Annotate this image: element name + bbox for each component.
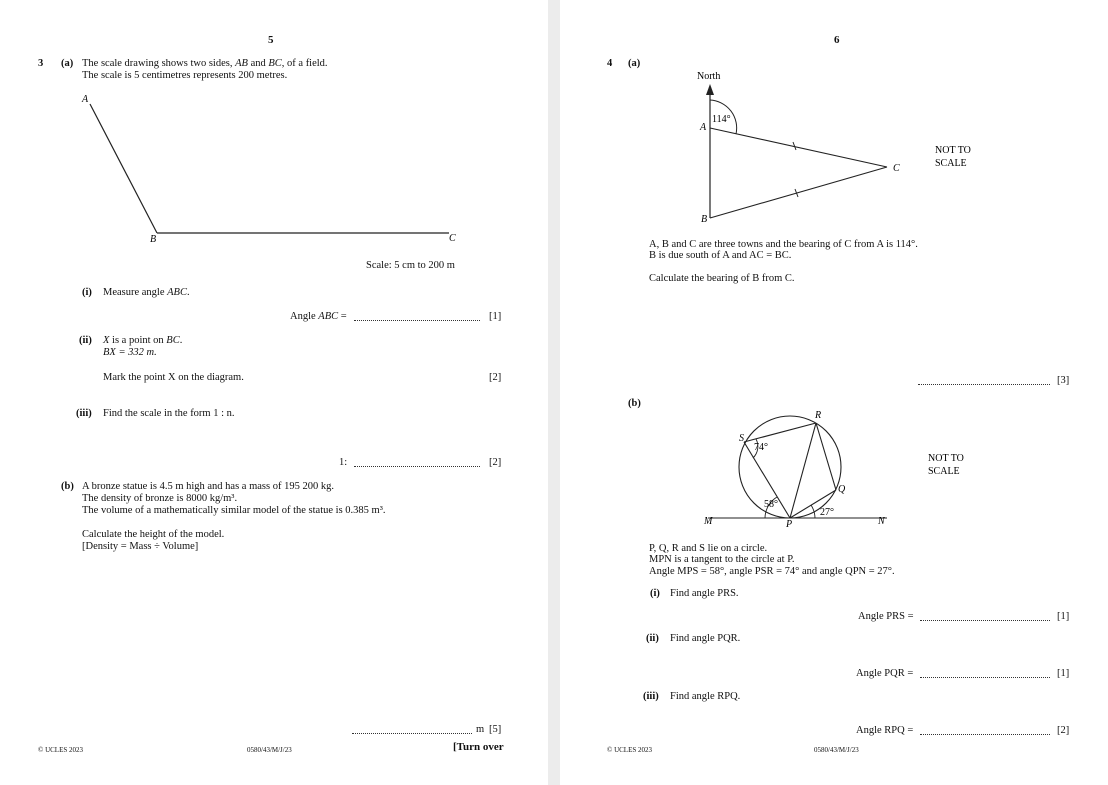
marks: [2] (489, 372, 502, 383)
answer-line[interactable] (920, 620, 1050, 621)
page-number: 6 (834, 34, 840, 46)
footer-code: 0580/43/M/J/23 (247, 746, 292, 754)
part-label-b: (b) (61, 481, 74, 492)
q4bi-answer-label: Angle PRS = (858, 611, 914, 622)
label-b: B (701, 214, 708, 225)
marks: [5] (489, 724, 502, 735)
answer-line[interactable] (354, 466, 480, 467)
q3b-line4: Calculate the height of the model. (82, 529, 225, 540)
scale-note: Scale: 5 cm to 200 m (366, 260, 455, 271)
chord-rq (816, 423, 836, 490)
q3aiii-text: Find the scale in the form 1 : n. (103, 408, 235, 419)
q3aii-line1: X is a point on BC. (103, 335, 183, 346)
footer-code: 0580/43/M/J/23 (814, 746, 859, 754)
part-label-a: (a) (628, 58, 641, 69)
q4a-line1: A, B and C are three towns and the bearing of C from A is 114°. (649, 239, 918, 250)
label-a: A (82, 94, 89, 105)
label-c: C (449, 233, 456, 244)
q4biii-text: Find angle RPQ. (670, 691, 741, 702)
not-to-scale: NOT TO (935, 145, 971, 156)
angle-label-74: 74° (754, 442, 768, 453)
label-m: M (704, 516, 713, 527)
marks: [3] (1057, 375, 1070, 386)
answer-line[interactable] (920, 734, 1050, 735)
north-label: North (697, 71, 721, 82)
line-ab (90, 104, 157, 233)
chord-sr (744, 423, 816, 442)
q4b-line2: MPN is a tangent to the circle at P. (649, 554, 795, 565)
angle-label-114: 114° (712, 114, 731, 125)
q3ai-text: Measure angle ABC. (103, 287, 190, 298)
turn-over: [Turn over (453, 741, 504, 753)
part-label-a: (a) (61, 58, 74, 69)
q3b-line1: A bronze statue is 4.5 m high and has a mass of 195 200 kg. (82, 481, 334, 492)
q4bii-answer-label: Angle PQR = (856, 668, 914, 679)
marks: [1] (1057, 611, 1070, 622)
q4b-line1: P, Q, R and S lie on a circle. (649, 543, 768, 554)
part-label-b: (b) (628, 398, 641, 409)
not-to-scale: SCALE (928, 466, 960, 477)
scale-drawing-abc (0, 0, 548, 785)
not-to-scale: SCALE (935, 158, 967, 169)
q3b-line2: The density of bronze is 8000 kg/m³. (82, 493, 238, 504)
circle-theorem-diagram (560, 0, 1108, 785)
q4bii-text: Find angle PQR. (670, 633, 741, 644)
circle (739, 416, 841, 518)
part-label-i: (i) (650, 588, 660, 599)
q4biii-answer-label: Angle RPQ = (856, 725, 914, 736)
question-number: 4 (607, 58, 613, 69)
question-number: 3 (38, 58, 44, 69)
label-p: P (786, 519, 793, 530)
q3a-intro-line1: The scale drawing shows two sides, AB and BC, of a field. (82, 58, 328, 69)
label-n: N (878, 516, 885, 527)
q4a-line2: B is due south of A and AC = BC. (649, 250, 792, 261)
marks: [1] (489, 311, 502, 322)
q3aiii-answer-label: 1: (339, 457, 348, 468)
exam-page-5 (0, 0, 548, 785)
answer-line[interactable] (920, 677, 1050, 678)
marks: [2] (489, 457, 502, 468)
part-label-iii: (iii) (643, 691, 659, 702)
marks: [2] (1057, 725, 1070, 736)
label-b: B (150, 234, 157, 245)
part-label-iii: (iii) (76, 408, 92, 419)
part-label-i: (i) (82, 287, 92, 298)
not-to-scale: NOT TO (928, 453, 964, 464)
q3b-line3: The volume of a mathematically similar model of the statue is 0.385 m³. (82, 505, 386, 516)
exam-page-6 (560, 0, 1108, 785)
q4a-line3: Calculate the bearing of B from C. (649, 273, 795, 284)
q3aii-line2: BX = 332 m. (103, 347, 157, 358)
label-q: Q (838, 484, 846, 495)
page-number: 5 (268, 34, 274, 46)
footer-copyright: © UCLES 2023 (38, 746, 83, 754)
label-a: A (700, 122, 707, 133)
label-c: C (893, 163, 900, 174)
q4bi-text: Find angle PRS. (670, 588, 739, 599)
label-s: S (739, 433, 744, 444)
part-label-ii: (ii) (79, 335, 92, 346)
answer-line[interactable] (354, 320, 480, 321)
angle-label-27: 27° (820, 507, 834, 518)
q4b-line3: Angle MPS = 58°, angle PSR = 74° and angle QPN = 27°. (649, 566, 895, 577)
chord-rp (790, 423, 816, 518)
q3ai-answer-label: Angle ABC = (290, 311, 347, 322)
angle-arc-27 (811, 505, 815, 518)
marks: [1] (1057, 668, 1070, 679)
part-label-ii: (ii) (646, 633, 659, 644)
angle-label-58: 58° (764, 499, 778, 510)
footer-copyright: © UCLES 2023 (607, 746, 652, 754)
label-r: R (815, 410, 822, 421)
q3a-intro-line2: The scale is 5 centimetres represents 200 metres. (82, 70, 288, 81)
q3b-line5: [Density = Mass ÷ Volume] (82, 541, 199, 552)
answer-line[interactable] (352, 733, 472, 734)
q3aii-line3: Mark the point X on the diagram. (103, 372, 244, 383)
unit-label: m (476, 724, 485, 735)
